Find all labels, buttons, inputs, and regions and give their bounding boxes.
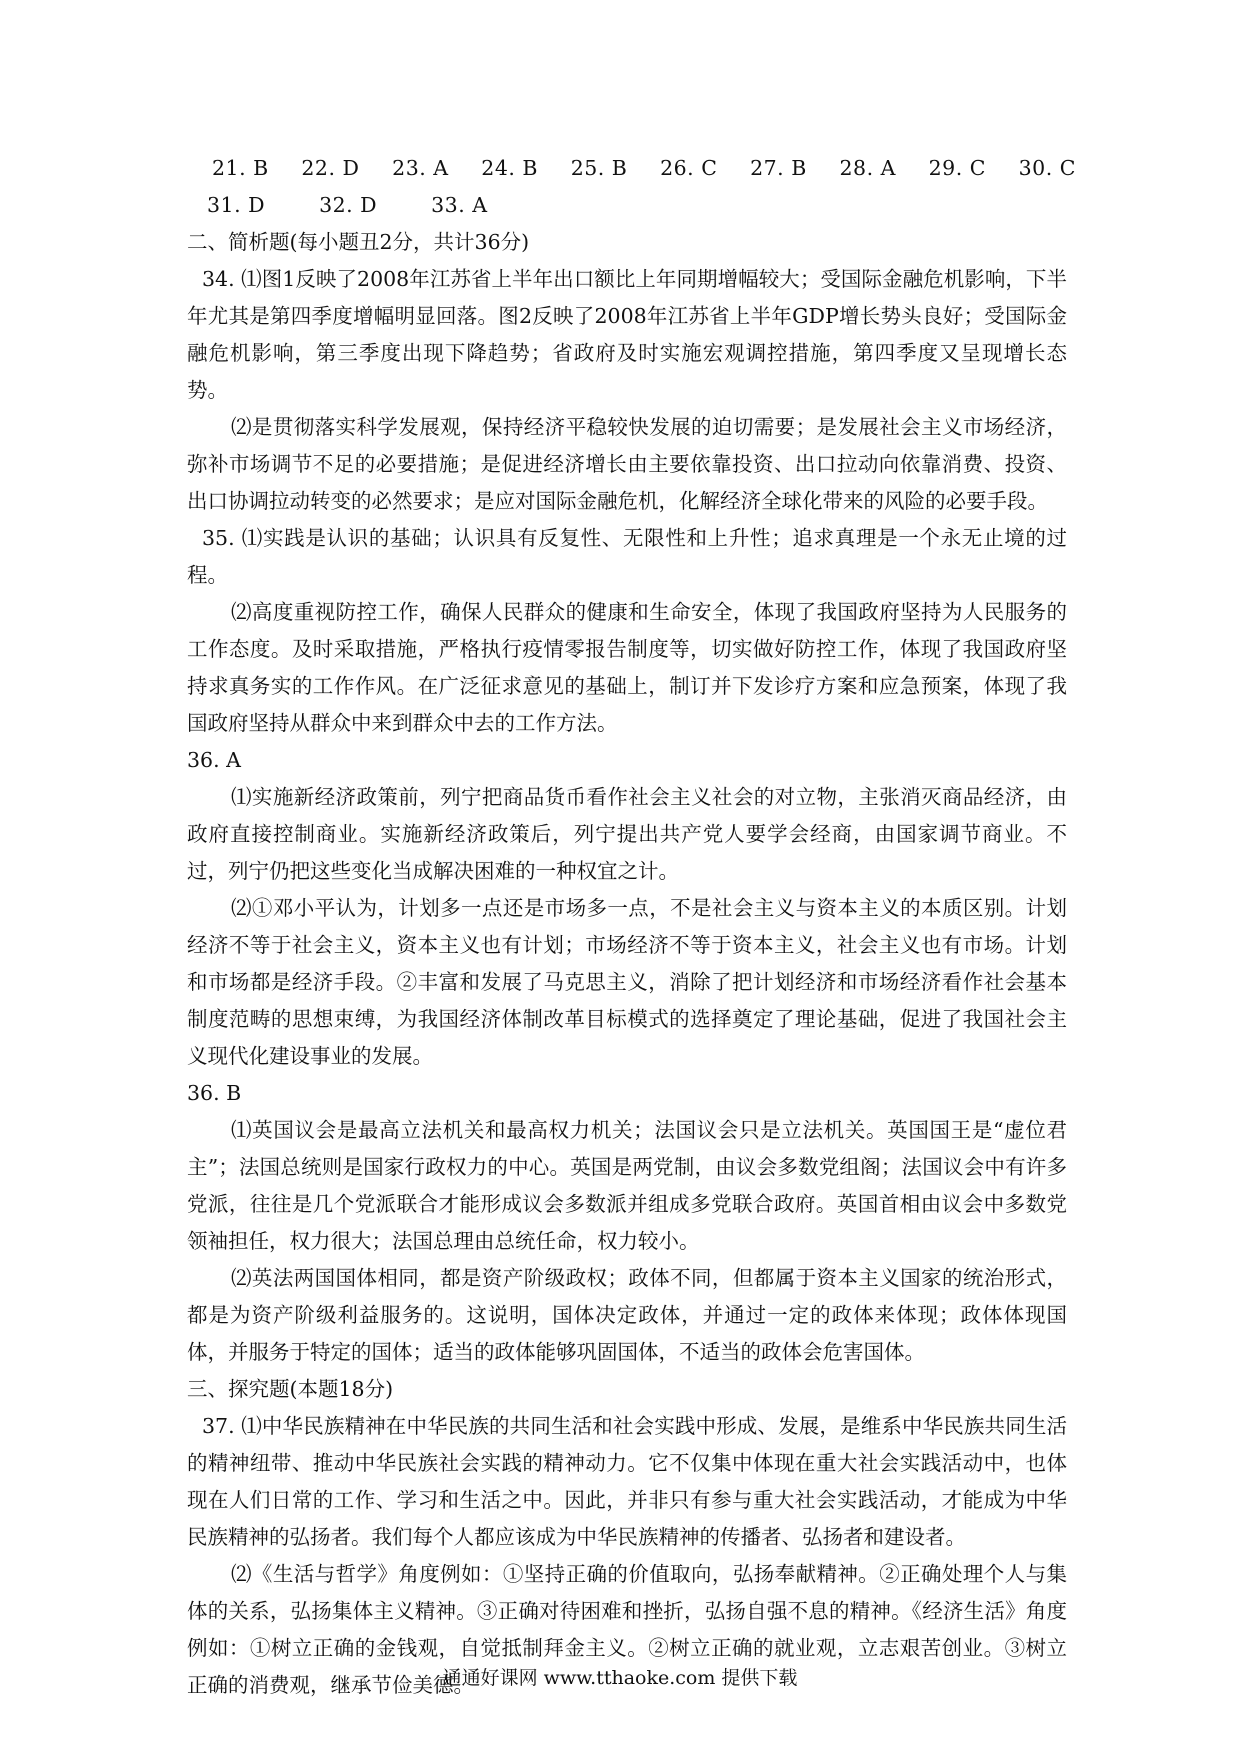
answer-28: 28. A	[839, 156, 896, 180]
q36b-part1: ⑴英国议会是最高立法机关和最高权力机关；法国议会只是立法机关。英国国王是“虚位君主”；法国总统则是国家行政权力的中心。英国是两党制，由议会多数党组阁；法国议会中有许多党派，往往是几个党派联合才能形成议会多数派并组成多党联合政府。英国首相由议会中多数党领袖担任，权力很大；法国总理由总统任命，权力较小。	[187, 1118, 1067, 1253]
q36a-part2: ⑵①邓小平认为，计划多一点还是市场多一点，不是社会主义与资本主义的本质区别。计划经济不等于社会主义，资本主义也有计划；市场经济不等于资本主义，社会主义也有市场。计划和市场都是经济手段。②丰富和发展了马克思主义，消除了把计划经济和市场经济看作社会基本制度范畴的思想束缚，为我国经济体制改革目标模式的选择奠定了理论基础，促进了我国社会主义现代化建设事业的发展。	[187, 896, 1067, 1068]
answers-row-2	[207, 187, 1067, 224]
answer-32: 32. D	[319, 193, 378, 217]
answer-21: 21. B	[212, 156, 269, 180]
answer-29: 29. C	[928, 156, 986, 180]
answer-25: 25. B	[570, 156, 628, 180]
answers-row-1	[212, 150, 1076, 187]
q36b-label: 36. B	[187, 1081, 242, 1105]
answer-33: 33. A	[431, 193, 488, 217]
answer-26: 26. C	[660, 156, 718, 180]
section-3-title: 三、探究题(本题18分)	[187, 1377, 394, 1401]
q35-part2: ⑵高度重视防控工作，确保人民群众的健康和生命安全，体现了我国政府坚持为人民服务的工作态度。及时采取措施，严格执行疫情零报告制度等，切实做好防控工作，体现了我国政府坚持求真务实的工作作风。在广泛征求意见的基础上，制订并下发诊疗方案和应急预案，体现了我国政府坚持从群众中来到群众中去的工作方法。	[187, 600, 1067, 735]
answer-27: 27. B	[750, 156, 807, 180]
answer-23: 23. A	[392, 156, 449, 180]
answer-31: 31. D	[207, 193, 266, 217]
q34-part2: ⑵是贯彻落实科学发展观，保持经济平稳较快发展的迫切需要；是发展社会主义市场经济，弥补市场调节不足的必要措施；是促进经济增长由主要依靠投资、出口拉动向依靠消费、投资、出口协调拉动转变的必然要求；是应对国际金融危机，化解经济全球化带来的风险的必要手段。	[187, 415, 1067, 513]
q36a-part1: ⑴实施新经济政策前，列宁把商品货币看作社会主义社会的对立物，主张消灭商品经济，由政府直接控制商业。实施新经济政策后，列宁提出共产党人要学会经商，由国家调节商业。不过，列宁仍把这些变化当成解决困难的一种权宜之计。	[187, 785, 1067, 883]
q36a-label: 36. A	[187, 748, 241, 772]
answer-22: 22. D	[301, 156, 360, 180]
answer-key-content	[187, 150, 1076, 1704]
q34-part1: 34. ⑴图1反映了2008年江苏省上半年出口额比上年同期增幅较大；受国际金融危机影响，下半年尤其是第四季度增幅明显回落。图2反映了2008年江苏省上半年GDP增长势头良好；受国际金融危机影响，第三季度出现下降趋势；省政府及时实施宏观调控措施，第四季度又呈现增长态势。	[187, 267, 1067, 402]
q37-part1: 37. ⑴中华民族精神在中华民族的共同生活和社会实践中形成、发展，是维系中华民族共同生活的精神纽带、推动中华民族社会实践的精神动力。它不仅集中体现在重大社会实践活动中，也体现在人们日常的工作、学习和生活之中。因此，并非只有参与重大社会实践活动，才能成为中华民族精神的弘扬者。我们每个人都应该成为中华民族精神的传播者、弘扬者和建设者。	[187, 1414, 1067, 1549]
answer-30: 30. C	[1018, 156, 1076, 180]
q36b-part2: ⑵英法两国国体相同，都是资产阶级政权；政体不同，但都属于资本主义国家的统治形式，都是为资产阶级利益服务的。这说明，国体决定政体，并通过一定的政体来体现；政体体现国体，并服务于特定的国体；适当的政体能够巩固国体，不适当的政体会危害国体。	[187, 1266, 1067, 1364]
answer-24: 24. B	[481, 156, 538, 180]
q35-part1: 35. ⑴实践是认识的基础；认识具有反复性、无限性和上升性；追求真理是一个永无止境的过程。	[187, 526, 1067, 587]
page-footer: 通通好课网 www.tthaoke.com 提供下载	[442, 1667, 798, 1689]
section-2-title: 二、简析题(每小题丑2分，共计36分)	[187, 230, 530, 254]
q37-part2: ⑵《生活与哲学》角度例如：①坚持正确的价值取向，弘扬奉献精神。②正确处理个人与集体的关系，弘扬集体主义精神。③正确对待困难和挫折，弘扬自强不息的精神。《经济生活》角度例如：①树立正确的金钱观，自觉抵制拜金主义。②树立正确的就业观，立志艰苦创业。③树立正确的消费观，继承节俭美德。	[187, 1562, 1067, 1697]
